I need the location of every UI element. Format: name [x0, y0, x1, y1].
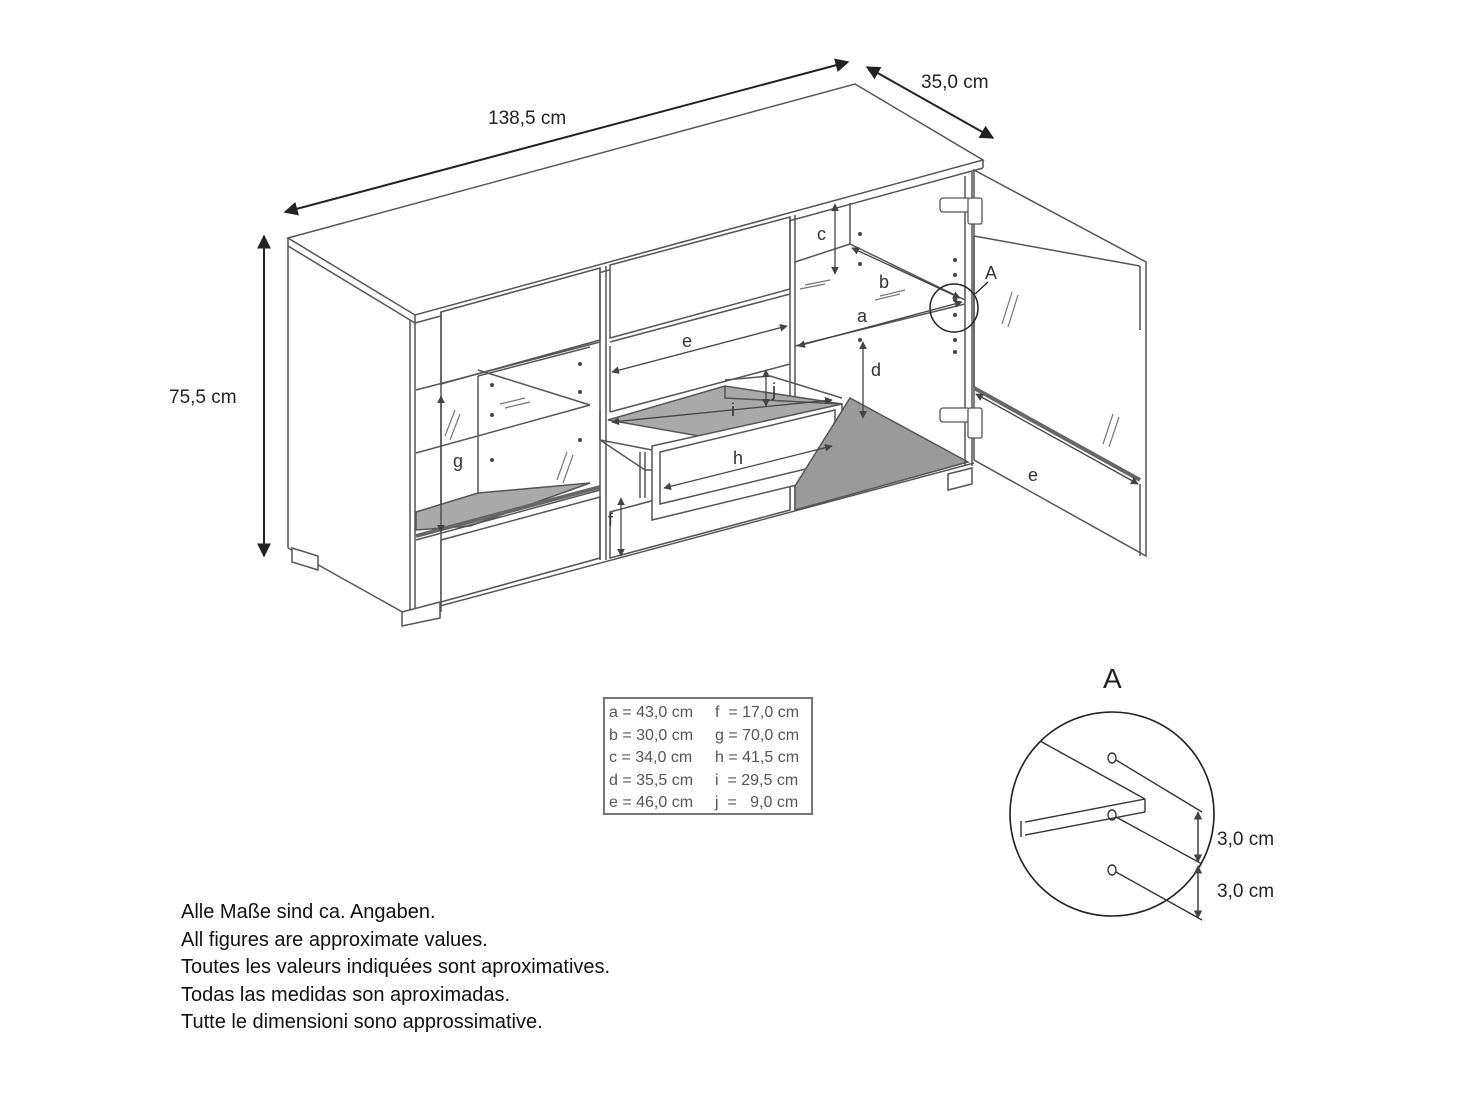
legend-row [609, 770, 807, 793]
detail-marker-label: A [985, 263, 998, 283]
height-dimension [169, 236, 264, 556]
open-door [974, 170, 1146, 556]
dimension-legend [603, 697, 813, 815]
legend-row [609, 702, 807, 725]
note-spanish: Todas las medidas son aproximadas. [181, 983, 511, 1006]
legend-cell: g = 70,0 cm [715, 726, 800, 744]
legend-cell: c = 34,0 cm [609, 749, 693, 766]
legend-row [609, 747, 807, 770]
legend-cell: d = 35,5 cm [609, 771, 694, 789]
width-label: 138,5 cm [488, 108, 567, 129]
arrow-a [798, 302, 962, 346]
letter-e-door: e [1028, 465, 1039, 485]
legend-row [609, 792, 807, 815]
cabinet [288, 84, 1146, 626]
legend-row [609, 725, 807, 748]
note-italian: Tutte le dimensioni sono approssimative. [181, 1011, 543, 1033]
detail-a [1010, 663, 1274, 920]
foot-left-back [292, 548, 318, 570]
detail-title: A [1103, 663, 1122, 694]
legend-cell: h = 41,5 cm [715, 749, 800, 766]
legend-cell: f = 17,0 cm [715, 704, 800, 721]
legend-cell: i = 29,5 cm [715, 771, 799, 789]
height-label: 75,5 cm [169, 387, 237, 408]
legend-cell: a = 43,0 cm [609, 704, 694, 721]
spacing-top-label: 3,0 cm [1217, 829, 1275, 850]
note-french: Toutes les valeurs indiquées sont aproximatives. [181, 956, 611, 978]
legend-cell: e = 46,0 cm [609, 794, 694, 811]
depth-label: 35,0 cm [921, 72, 989, 93]
letter-g: g [453, 451, 464, 471]
hinge-bottom [940, 408, 970, 422]
note-english: All figures are approximate values. [181, 928, 488, 951]
letter-d: d [871, 360, 882, 380]
letter-a: a [857, 306, 868, 326]
letter-e-top: e [682, 331, 693, 351]
letter-b: b [879, 272, 890, 292]
letter-c: c [817, 224, 826, 244]
arrow-e-top [612, 326, 787, 372]
arrow-b [852, 248, 960, 298]
foot-left-front [402, 602, 440, 626]
letter-h: h [733, 448, 744, 468]
legend-cell: b = 30,0 cm [609, 726, 694, 744]
letter-i: i [731, 400, 735, 420]
hinge-top [940, 198, 970, 212]
approximation-notes [181, 899, 610, 1037]
letter-f: f [608, 510, 614, 530]
legend-cell: j = 9,0 cm [715, 794, 799, 811]
note-german: Alle Maße sind ca. Angaben. [181, 901, 436, 923]
letter-j: j [772, 380, 776, 400]
foot-right [948, 468, 972, 490]
spacing-bottom-label: 3,0 cm [1217, 881, 1275, 902]
